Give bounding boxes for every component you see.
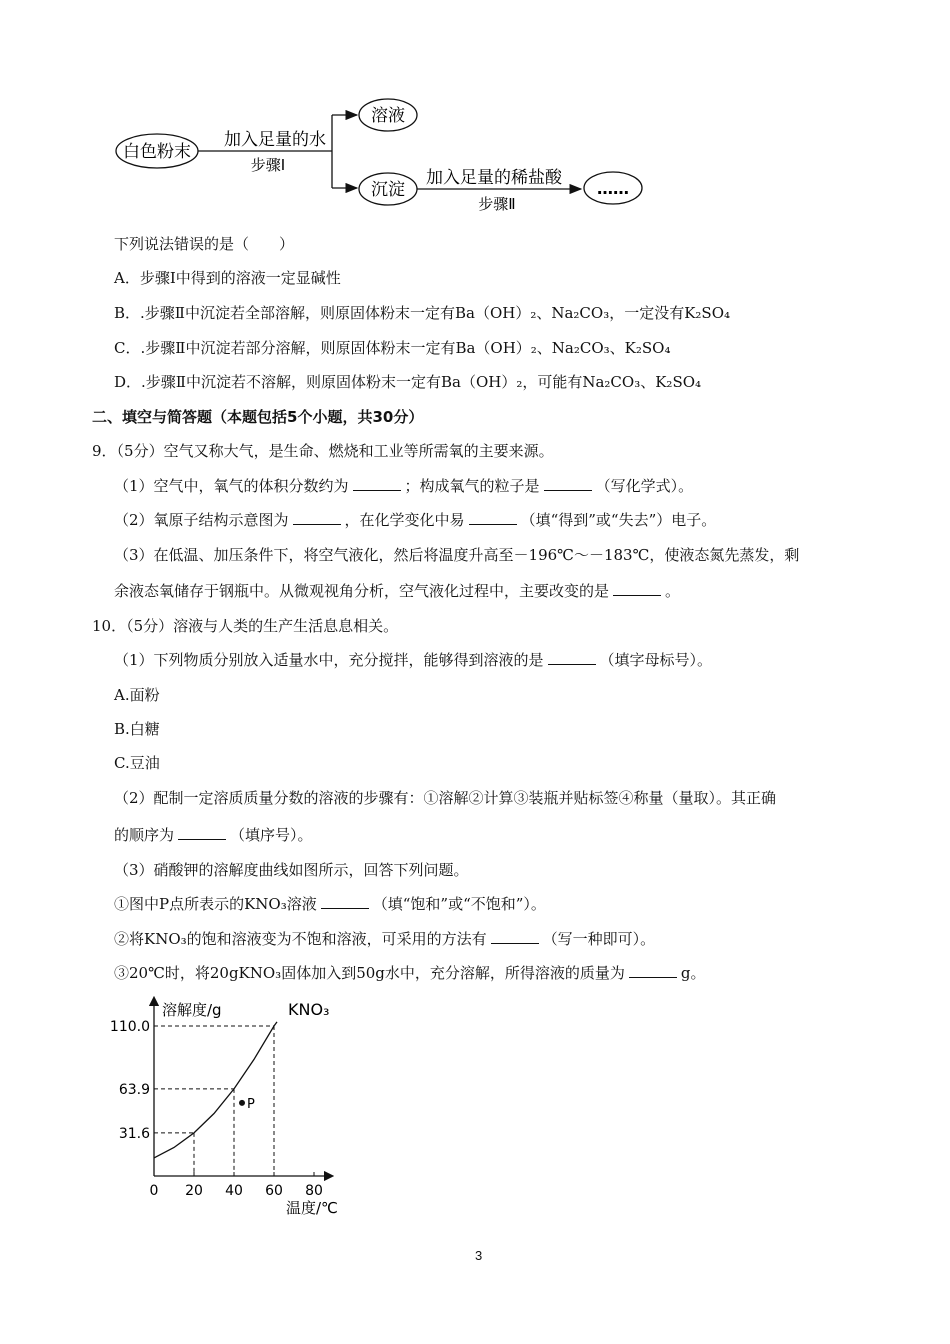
answer-blank[interactable]	[469, 510, 517, 525]
q10-option-a: A.面粉	[114, 686, 160, 704]
point-p-label: P	[247, 1096, 255, 1112]
q10-part3: （3）硝酸钾的溶解度曲线如图所示，回答下列问题。	[114, 861, 469, 879]
y-tick-label: 31.6	[118, 1125, 150, 1142]
flow-step1-label: 步骤Ⅰ	[250, 156, 286, 174]
y-axis-label: 溶解度/g	[162, 1001, 222, 1019]
q9-part1-a: （1）空气中，氧气的体积分数约为	[114, 477, 349, 495]
q9-part1-b: ；构成氧气的粒子是	[404, 477, 540, 495]
section2-heading: 二、填空与简答题（本题包括5个小题，共30分）	[92, 408, 424, 426]
answer-blank[interactable]	[178, 825, 226, 840]
point-p-marker	[239, 1100, 245, 1106]
q10-part2-b: 的顺序为	[114, 826, 175, 844]
q10-part1-a: （1）下列物质分别放入适量水中，充分搅拌，能够得到溶液的是	[114, 651, 544, 669]
q9-part2-b: ，在化学变化中易	[344, 511, 465, 529]
q8-option-a: A．步骤Ⅰ中得到的溶液一定显碱性	[114, 269, 341, 287]
x-tick-label: 20	[185, 1183, 203, 1199]
series-label: KNO₃	[288, 1000, 330, 1019]
flow-precipitate-label: 沉淀	[371, 180, 405, 200]
answer-blank[interactable]	[629, 963, 677, 978]
q9-part3-line1: （3）在低温、加压条件下，将空气液化，然后将温度升高至－196℃～－183℃，使液态氮先蒸发，剩	[114, 546, 800, 564]
q8-option-d: D．.步骤Ⅱ中沉淀若不溶解，则原固体粉末一定有Ba（OH）₂，可能有Na₂CO₃、K₂SO₄	[114, 373, 702, 391]
q8-stem: 下列说法错误的是（ ）	[114, 235, 295, 253]
flow-step2-label: 步骤Ⅱ	[478, 195, 516, 213]
answer-blank[interactable]	[353, 476, 401, 491]
flow-step1-action: 加入足量的水	[224, 130, 326, 150]
answer-blank[interactable]	[491, 929, 539, 944]
kno3-solubility-curve	[154, 1022, 277, 1158]
answer-blank[interactable]	[613, 581, 661, 596]
q10-part1	[114, 650, 712, 670]
answer-blank[interactable]	[293, 510, 341, 525]
answer-blank[interactable]	[321, 894, 369, 909]
q9-part3-line2	[114, 581, 680, 601]
q10-part2-c: （填序号）。	[230, 826, 313, 844]
flow-diagram	[0, 0, 950, 230]
q10-sub2	[114, 929, 655, 949]
answer-blank[interactable]	[544, 476, 592, 491]
q9-part2-c: （填“得到”或“失去”）电子。	[520, 511, 717, 529]
x-tick-label: 0	[149, 1183, 159, 1199]
q9-part1	[114, 476, 693, 496]
x-tick-label: 40	[225, 1183, 243, 1199]
x-axis-label: 温度/℃	[286, 1199, 338, 1217]
q9-part2-a: （2）氧原子结构示意图为	[114, 511, 289, 529]
flow-result-label: ……	[597, 179, 629, 198]
q8-option-b: B．.步骤Ⅱ中沉淀若全部溶解，则原固体粉末一定有Ba（OH）₂、Na₂CO₃，一定没有K₂SO₄	[114, 304, 731, 322]
y-tick-label: 110.0	[109, 1019, 150, 1035]
q10-sub3-a: ③20℃时，将20gKNO₃固体加入到50g水中，充分溶解，所得溶液的质量为	[114, 964, 625, 982]
q8-option-c: C．.步骤Ⅱ中沉淀若部分溶解，则原固体粉末一定有Ba（OH）₂、Na₂CO₃、K₂SO₄	[114, 339, 671, 357]
q10-stem: 10．（5分）溶液与人类的生产生活息息相关。	[92, 617, 399, 635]
q10-sub1-a: ①图中P点所表示的KNO₃溶液	[114, 895, 317, 913]
flow-step2-action: 加入足量的稀盐酸	[426, 168, 562, 188]
q10-option-b: B.白糖	[114, 720, 160, 738]
q9-part3-b: 余液态氧储存于钢瓶中。从微观视角分析，空气液化过程中，主要改变的是	[114, 582, 610, 600]
q10-sub2-b: （写一种即可）。	[542, 930, 656, 948]
q10-sub2-a: ②将KNO₃的饱和溶液变为不饱和溶液，可采用的方法有	[114, 930, 487, 948]
q10-option-c: C.豆油	[114, 754, 160, 772]
solubility-chart	[100, 995, 400, 1225]
q10-sub1-b: （填“饱和”或“不饱和”）。	[372, 895, 546, 913]
y-tick-label: 63.9	[118, 1081, 150, 1098]
page-number: 3	[475, 1248, 483, 1263]
q10-sub1	[114, 894, 546, 914]
flow-solution-label: 溶液	[371, 106, 405, 126]
q9-stem: 9．（5分）空气又称大气，是生命、燃烧和工业等所需氧的主要来源。	[92, 442, 554, 460]
q9-part1-c: （写化学式）。	[595, 477, 694, 495]
x-tick-label: 60	[265, 1183, 283, 1199]
q9-part3-c: 。	[665, 582, 681, 600]
flow-start-label: 白色粉末	[123, 142, 191, 162]
x-tick-label: 80	[305, 1183, 323, 1199]
q9-part2	[114, 510, 716, 530]
q10-part1-b: （填字母标号）。	[599, 651, 713, 669]
q10-sub3	[114, 963, 706, 983]
answer-blank[interactable]	[548, 650, 596, 665]
q10-sub3-b: g。	[680, 964, 706, 982]
q10-part2-line1: （2）配制一定溶质质量分数的溶液的步骤有：①溶解②计算③装瓶并贴标签④称量（量取）。其正确	[114, 789, 777, 807]
q10-part2-line2	[114, 825, 313, 845]
